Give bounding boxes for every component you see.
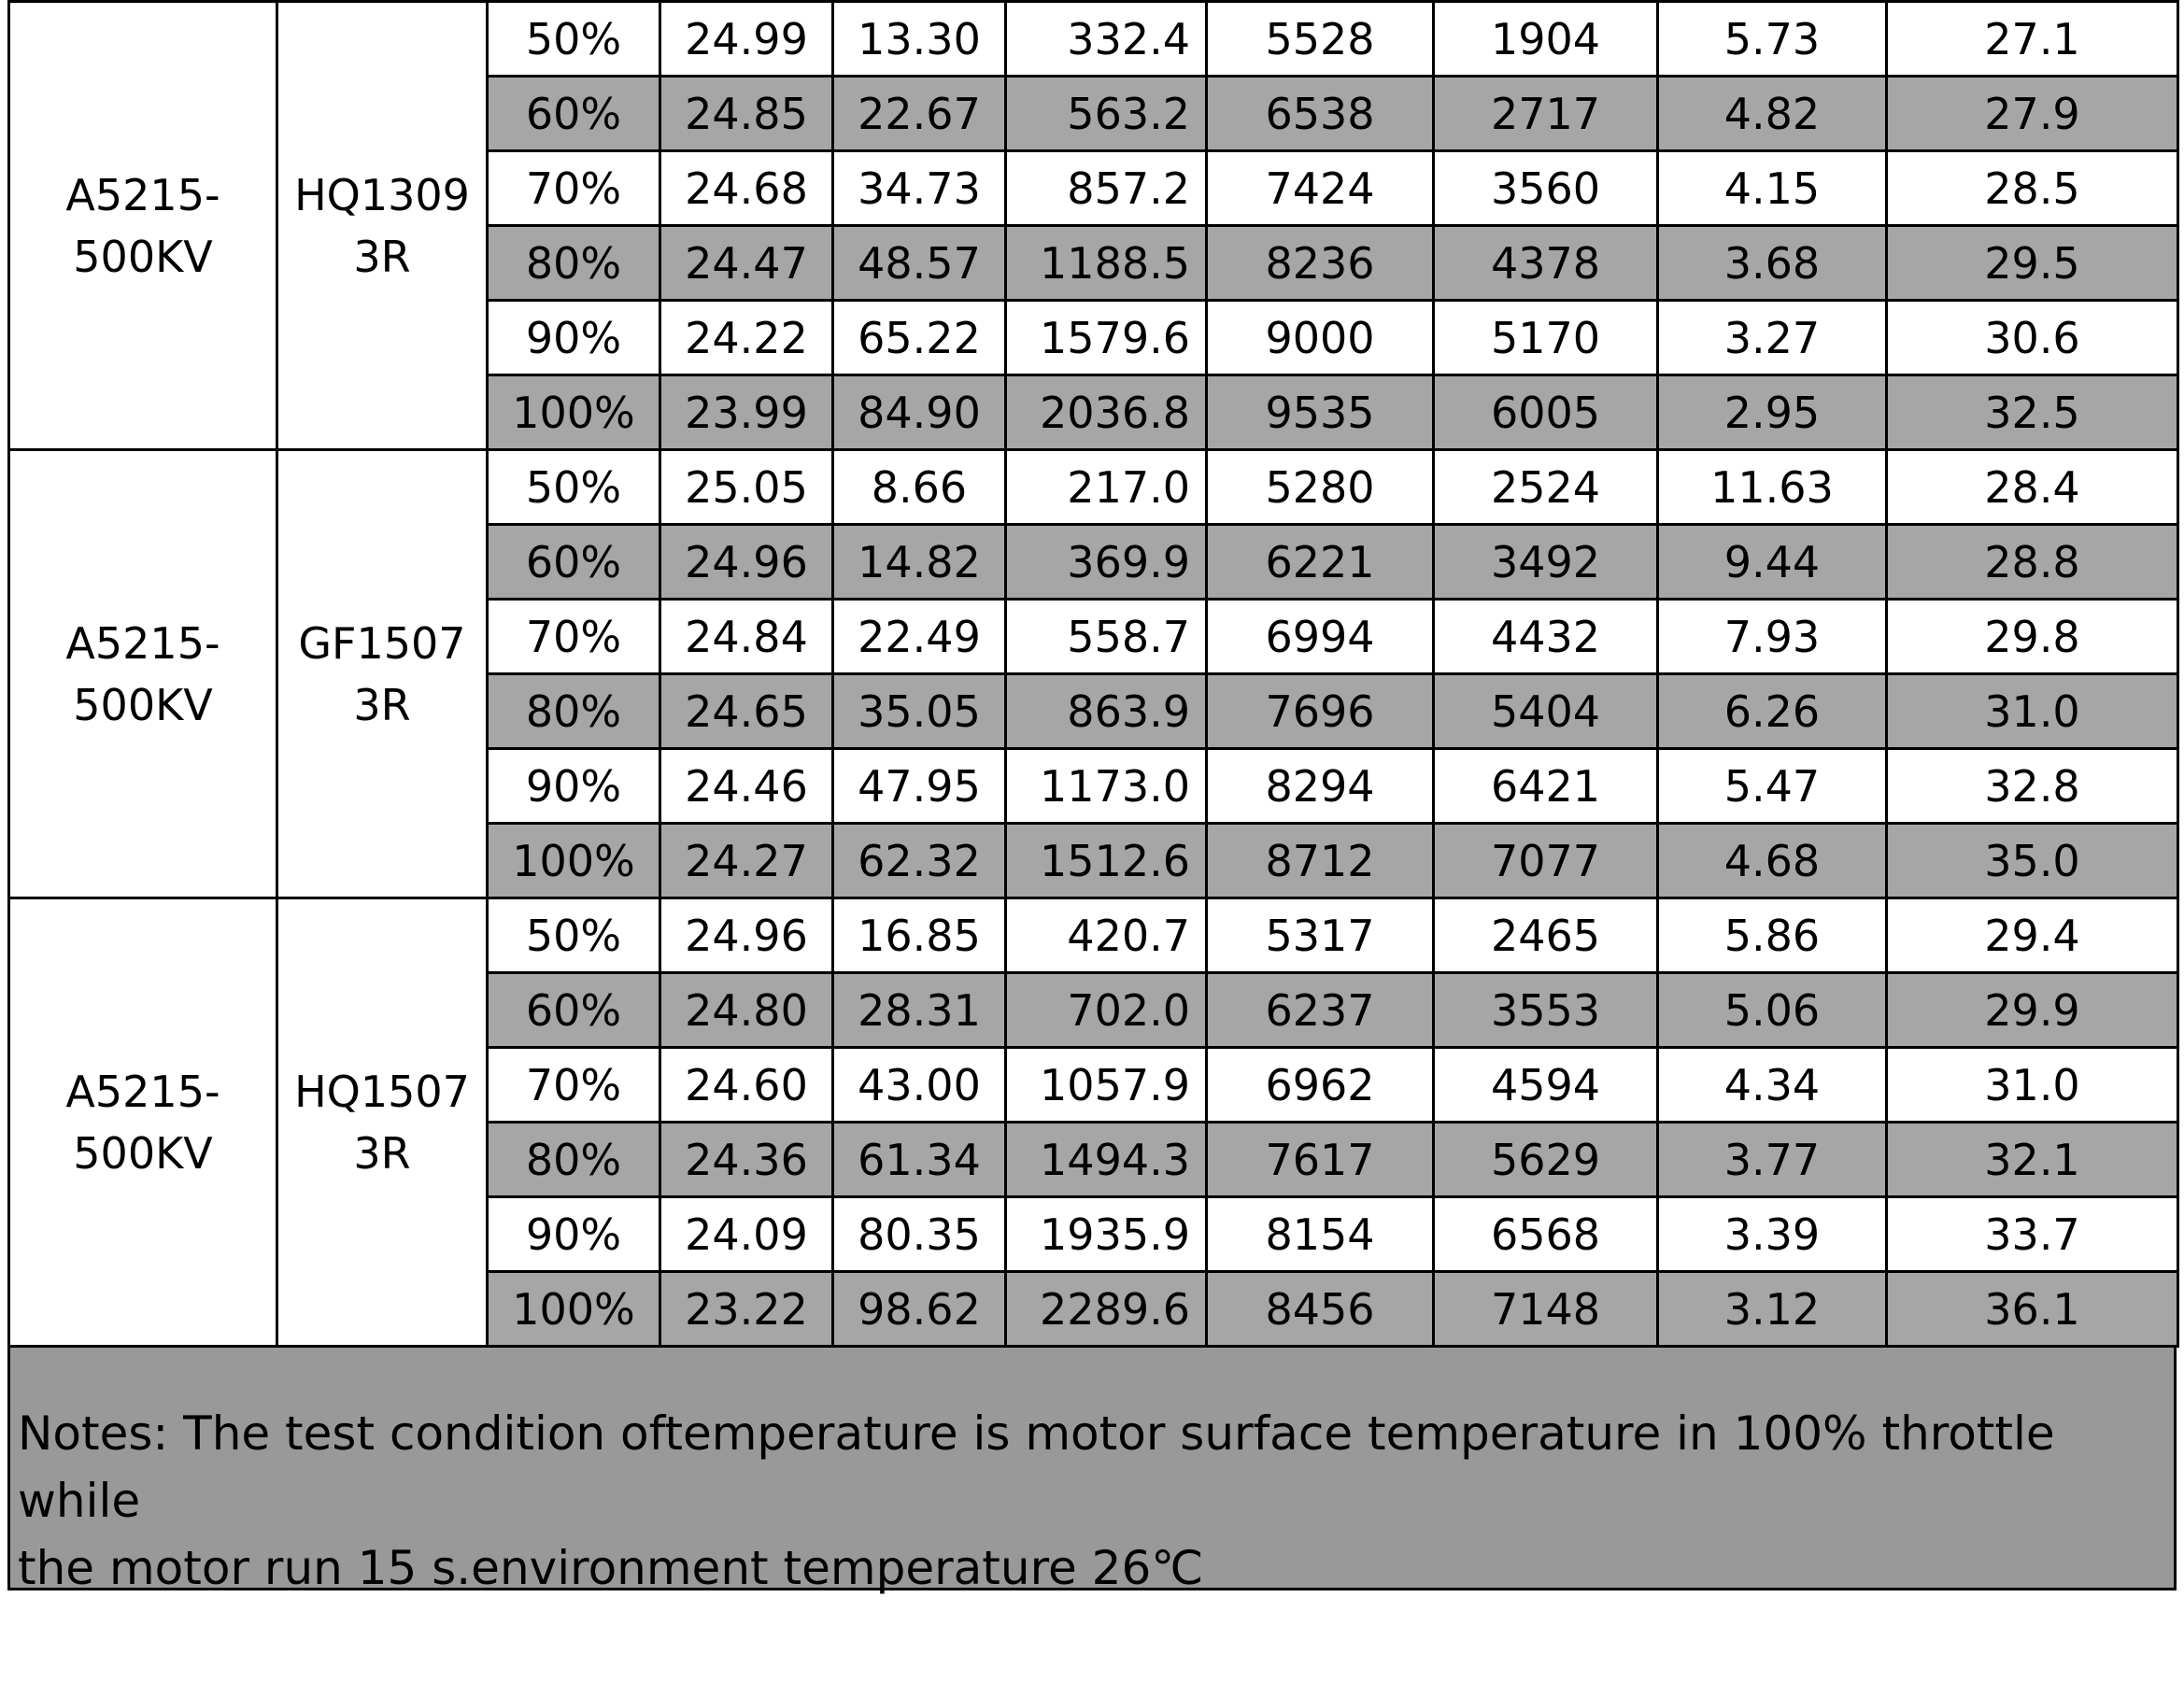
efficiency-cell: 5.73: [1658, 2, 1887, 77]
rpm-cell: 5629: [1434, 1123, 1658, 1197]
notes-line-2: the motor run 15 s.environment temperature 26℃: [18, 1541, 1204, 1595]
rpm-cell: 4594: [1434, 1048, 1658, 1123]
temperature-cell: 27.1: [1887, 2, 2178, 77]
temperature-cell: 31.0: [1887, 1048, 2178, 1123]
temperature-cell: 29.8: [1887, 600, 2178, 674]
current-cell: 80.35: [833, 1197, 1006, 1272]
voltage-cell: 24.84: [660, 600, 833, 674]
motor-model-text: A5215-: [65, 169, 220, 220]
voltage-cell: 24.60: [660, 1048, 833, 1123]
throttle-cell: 50%: [488, 450, 660, 525]
motor-model-text: 500KV: [73, 1127, 213, 1179]
voltage-cell: 23.22: [660, 1272, 833, 1347]
voltage-cell: 24.80: [660, 973, 833, 1048]
current-cell: 13.30: [833, 2, 1006, 77]
throttle-cell: 60%: [488, 525, 660, 600]
temperature-cell: 32.8: [1887, 749, 2178, 824]
thrust-cell: 7617: [1207, 1123, 1434, 1197]
efficiency-cell: 7.93: [1658, 600, 1887, 674]
power-cell: 1188.5: [1006, 226, 1207, 301]
efficiency-cell: 4.34: [1658, 1048, 1887, 1123]
rpm-cell: 2717: [1434, 77, 1658, 151]
current-cell: 62.32: [833, 824, 1006, 898]
current-cell: 28.31: [833, 973, 1006, 1048]
notes-box: [7, 1348, 2177, 1595]
table-row: [9, 450, 2178, 525]
thrust-cell: 7424: [1207, 151, 1434, 226]
temperature-cell: 33.7: [1887, 1197, 2178, 1272]
throttle-cell: 60%: [488, 973, 660, 1048]
motor-model-text: A5215-: [65, 617, 220, 669]
current-cell: 22.49: [833, 600, 1006, 674]
thrust-cell: 7696: [1207, 674, 1434, 749]
current-cell: 43.00: [833, 1048, 1006, 1123]
motor-model-cell: [9, 898, 277, 1347]
efficiency-cell: 2.95: [1658, 375, 1887, 450]
throttle-cell: 70%: [488, 600, 660, 674]
current-cell: 84.90: [833, 375, 1006, 450]
power-cell: 863.9: [1006, 674, 1207, 749]
thrust-cell: 6962: [1207, 1048, 1434, 1123]
motor-test-data-table: [7, 0, 2179, 1348]
temperature-cell: 32.1: [1887, 1123, 2178, 1197]
rpm-cell: 2524: [1434, 450, 1658, 525]
thrust-cell: 6221: [1207, 525, 1434, 600]
power-cell: 1512.6: [1006, 824, 1207, 898]
thrust-cell: 6538: [1207, 77, 1434, 151]
propeller-model-cell: [277, 450, 488, 898]
throttle-cell: 100%: [488, 1272, 660, 1347]
throttle-cell: 50%: [488, 2, 660, 77]
thrust-cell: 8712: [1207, 824, 1434, 898]
efficiency-cell: 11.63: [1658, 450, 1887, 525]
throttle-cell: 70%: [488, 1048, 660, 1123]
thrust-cell: 5317: [1207, 898, 1434, 973]
throttle-cell: 90%: [488, 749, 660, 824]
throttle-cell: 80%: [488, 674, 660, 749]
motor-model-text: 500KV: [73, 679, 213, 730]
efficiency-cell: 3.39: [1658, 1197, 1887, 1272]
temperature-cell: 30.6: [1887, 301, 2178, 375]
temperature-cell: 35.0: [1887, 824, 2178, 898]
table-row: [9, 2, 2178, 77]
thrust-cell: 9535: [1207, 375, 1434, 450]
notes-line-1: Notes: The test condition oftemperature is motor surface temperature in 100% throttle while: [18, 1406, 2055, 1528]
efficiency-cell: 5.86: [1658, 898, 1887, 973]
thrust-cell: 8456: [1207, 1272, 1434, 1347]
propeller-model-text: HQ1507: [294, 1066, 470, 1117]
rpm-cell: 3560: [1434, 151, 1658, 226]
power-cell: 702.0: [1006, 973, 1207, 1048]
rpm-cell: 6005: [1434, 375, 1658, 450]
voltage-cell: 24.68: [660, 151, 833, 226]
power-cell: 2289.6: [1006, 1272, 1207, 1347]
propeller-model-text: 3R: [353, 679, 411, 730]
power-cell: 369.9: [1006, 525, 1207, 600]
voltage-cell: 24.99: [660, 2, 833, 77]
current-cell: 22.67: [833, 77, 1006, 151]
voltage-cell: 24.96: [660, 898, 833, 973]
efficiency-cell: 9.44: [1658, 525, 1887, 600]
voltage-cell: 24.22: [660, 301, 833, 375]
efficiency-cell: 4.68: [1658, 824, 1887, 898]
efficiency-cell: 6.26: [1658, 674, 1887, 749]
thrust-cell: 6994: [1207, 600, 1434, 674]
rpm-cell: 7077: [1434, 824, 1658, 898]
voltage-cell: 24.96: [660, 525, 833, 600]
power-cell: 563.2: [1006, 77, 1207, 151]
propeller-model-text: HQ1309: [294, 169, 470, 220]
voltage-cell: 24.85: [660, 77, 833, 151]
temperature-cell: 28.4: [1887, 450, 2178, 525]
efficiency-cell: 3.77: [1658, 1123, 1887, 1197]
power-cell: 332.4: [1006, 2, 1207, 77]
thrust-cell: 8154: [1207, 1197, 1434, 1272]
efficiency-cell: 4.15: [1658, 151, 1887, 226]
temperature-cell: 28.8: [1887, 525, 2178, 600]
current-cell: 61.34: [833, 1123, 1006, 1197]
power-cell: 1057.9: [1006, 1048, 1207, 1123]
power-cell: 1935.9: [1006, 1197, 1207, 1272]
thrust-cell: 8236: [1207, 226, 1434, 301]
current-cell: 16.85: [833, 898, 1006, 973]
motor-model-text: 500KV: [73, 231, 213, 282]
voltage-cell: 24.36: [660, 1123, 833, 1197]
current-cell: 8.66: [833, 450, 1006, 525]
motor-model-text: A5215-: [65, 1066, 220, 1117]
temperature-cell: 32.5: [1887, 375, 2178, 450]
power-cell: 558.7: [1006, 600, 1207, 674]
throttle-cell: 100%: [488, 375, 660, 450]
thrust-cell: 5528: [1207, 2, 1434, 77]
throttle-cell: 70%: [488, 151, 660, 226]
efficiency-cell: 3.68: [1658, 226, 1887, 301]
propeller-model-cell: [277, 898, 488, 1347]
efficiency-cell: 5.06: [1658, 973, 1887, 1048]
thrust-cell: 9000: [1207, 301, 1434, 375]
current-cell: 35.05: [833, 674, 1006, 749]
voltage-cell: 24.47: [660, 226, 833, 301]
current-cell: 47.95: [833, 749, 1006, 824]
rpm-cell: 6421: [1434, 749, 1658, 824]
throttle-cell: 100%: [488, 824, 660, 898]
temperature-cell: 29.9: [1887, 973, 2178, 1048]
voltage-cell: 24.09: [660, 1197, 833, 1272]
propeller-model-text: 3R: [353, 1127, 411, 1179]
rpm-cell: 5170: [1434, 301, 1658, 375]
rpm-cell: 5404: [1434, 674, 1658, 749]
rpm-cell: 3492: [1434, 525, 1658, 600]
temperature-cell: 29.4: [1887, 898, 2178, 973]
throttle-cell: 50%: [488, 898, 660, 973]
voltage-cell: 23.99: [660, 375, 833, 450]
throttle-cell: 90%: [488, 1197, 660, 1272]
spec-sheet: [7, 0, 2177, 1595]
efficiency-cell: 3.12: [1658, 1272, 1887, 1347]
current-cell: 34.73: [833, 151, 1006, 226]
propeller-model-text: 3R: [353, 231, 411, 282]
thrust-cell: 8294: [1207, 749, 1434, 824]
efficiency-cell: 3.27: [1658, 301, 1887, 375]
power-cell: 857.2: [1006, 151, 1207, 226]
temperature-cell: 31.0: [1887, 674, 2178, 749]
voltage-cell: 24.27: [660, 824, 833, 898]
propeller-model-text: GF1507: [298, 617, 466, 669]
temperature-cell: 29.5: [1887, 226, 2178, 301]
voltage-cell: 25.05: [660, 450, 833, 525]
throttle-cell: 90%: [488, 301, 660, 375]
power-cell: 1173.0: [1006, 749, 1207, 824]
current-cell: 65.22: [833, 301, 1006, 375]
table-row: [9, 898, 2178, 973]
power-cell: 420.7: [1006, 898, 1207, 973]
current-cell: 48.57: [833, 226, 1006, 301]
rpm-cell: 3553: [1434, 973, 1658, 1048]
motor-model-cell: [9, 450, 277, 898]
efficiency-cell: 5.47: [1658, 749, 1887, 824]
throttle-cell: 60%: [488, 77, 660, 151]
power-cell: 217.0: [1006, 450, 1207, 525]
temperature-cell: 27.9: [1887, 77, 2178, 151]
temperature-cell: 28.5: [1887, 151, 2178, 226]
efficiency-cell: 4.82: [1658, 77, 1887, 151]
propeller-model-cell: [277, 2, 488, 450]
current-cell: 98.62: [833, 1272, 1006, 1347]
temperature-cell: 36.1: [1887, 1272, 2178, 1347]
current-cell: 14.82: [833, 525, 1006, 600]
rpm-cell: 2465: [1434, 898, 1658, 973]
voltage-cell: 24.46: [660, 749, 833, 824]
voltage-cell: 24.65: [660, 674, 833, 749]
throttle-cell: 80%: [488, 226, 660, 301]
power-cell: 2036.8: [1006, 375, 1207, 450]
rpm-cell: 7148: [1434, 1272, 1658, 1347]
rpm-cell: 6568: [1434, 1197, 1658, 1272]
rpm-cell: 4432: [1434, 600, 1658, 674]
power-cell: 1494.3: [1006, 1123, 1207, 1197]
thrust-cell: 5280: [1207, 450, 1434, 525]
motor-model-cell: [9, 2, 277, 450]
power-cell: 1579.6: [1006, 301, 1207, 375]
rpm-cell: 4378: [1434, 226, 1658, 301]
thrust-cell: 6237: [1207, 973, 1434, 1048]
throttle-cell: 80%: [488, 1123, 660, 1197]
rpm-cell: 1904: [1434, 2, 1658, 77]
